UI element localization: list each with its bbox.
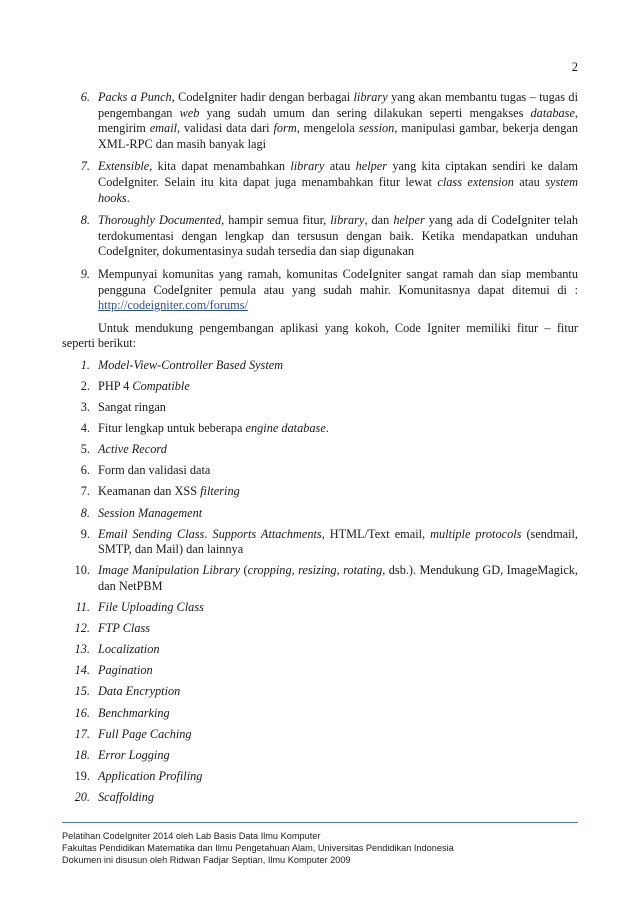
italic-term: rotating	[343, 563, 383, 578]
italic-term: Benchmarking	[98, 705, 170, 720]
list-number: 18.	[74, 747, 90, 762]
list-text	[98, 663, 578, 679]
list-number: 3.	[80, 400, 90, 415]
list-text	[98, 642, 578, 658]
feature-item	[62, 642, 578, 658]
italic-term: Application Profiling	[98, 768, 203, 783]
list-text	[98, 213, 578, 260]
list-text	[98, 769, 578, 785]
list-number: 10.	[74, 563, 90, 578]
list-number: 9.	[80, 266, 90, 281]
italic-term: File Uploading Class	[98, 600, 204, 615]
italic-term: Active Record	[98, 442, 167, 457]
list-number: 20.	[74, 789, 90, 804]
list-text	[98, 684, 578, 700]
list-number: 8.	[80, 505, 90, 520]
italic-term: web	[179, 105, 200, 120]
text-segment: , validasi data dari	[177, 121, 274, 136]
italic-term: library	[290, 159, 325, 174]
list-text	[98, 379, 578, 395]
text-segment: , hampir semua fitur,	[221, 213, 331, 228]
list-text	[98, 706, 578, 722]
text-segment: (sendmail, SMTP, dan Mail) dan lainnya	[98, 526, 579, 557]
text-segment: Fitur lengkap untuk beberapa	[98, 421, 246, 436]
list-number: 19.	[74, 768, 90, 783]
feature-item	[62, 727, 578, 743]
footer-line-2: Fakultas Pendidikan Matematika dan Ilmu Pengetahuan Alam, Universitas Pendidikan Indonesia	[62, 843, 454, 854]
list-text	[98, 563, 578, 594]
text-segment: yang kita ciptakan sendiri ke dalam CodeIgniter. Selain itu kita dapat juga menambahkan fitur lewat	[98, 159, 578, 189]
text-segment: (	[240, 563, 248, 578]
italic-term: library	[353, 90, 388, 104]
list-number: 4.	[80, 421, 90, 436]
list-number: 2.	[80, 379, 90, 393]
list-text	[98, 484, 578, 500]
list-text	[98, 748, 578, 764]
italic-term: Email Sending Class	[98, 526, 205, 541]
list-number: 7.	[80, 159, 90, 174]
list-text	[98, 600, 578, 616]
italic-term: Compatible	[132, 379, 190, 393]
text-segment: Mempunyai komunitas yang ramah, komunitas CodeIgniter sangat ramah dan siap membantu pengguna CodeIgniter pemula atau yang sudah mahir. Komunitasnya dapat ditemui di :	[98, 266, 578, 297]
italic-term: Data Encryption	[98, 684, 181, 699]
text-segment: .	[204, 526, 213, 541]
feature-item	[62, 684, 578, 700]
list-text	[98, 621, 578, 637]
forum-link[interactable]: http://codeigniter.com/forums/	[98, 298, 248, 313]
page-content	[62, 90, 578, 811]
italic-term: helper	[355, 159, 388, 174]
features-list	[62, 358, 578, 806]
text-segment: , HTML/Text email,	[321, 526, 431, 541]
footer-line-1: Pelatihan CodeIgniter 2014 oleh Lab Basis Data Ilmu Komputer	[62, 831, 321, 841]
feature-item	[62, 400, 578, 416]
advantage-item	[62, 90, 578, 152]
text-segment: yang sudah umum dan sering dilakukan seperti mengakses	[199, 105, 531, 120]
list-text	[98, 421, 578, 437]
list-text	[98, 506, 578, 522]
advantage-item	[62, 213, 578, 260]
text-segment: atau	[324, 159, 356, 174]
feature-item	[62, 527, 578, 558]
list-number: 7.	[80, 484, 90, 499]
feature-item	[62, 748, 578, 764]
list-number: 8.	[80, 213, 90, 228]
text-segment: , manipulasi gambar, bekerja dengan XML-RPC dan masih banyak lagi	[98, 121, 579, 151]
text-segment: atau	[513, 174, 546, 189]
italic-term: FTP Class	[98, 621, 151, 636]
italic-term: Packs a Punch	[98, 90, 172, 104]
list-number: 11.	[75, 600, 90, 615]
italic-term: Extensible	[98, 159, 150, 174]
list-text	[98, 463, 578, 479]
italic-term: filtering	[200, 484, 240, 499]
feature-item	[62, 358, 578, 374]
text-segment: Form dan validasi data	[98, 463, 211, 478]
list-text	[98, 159, 578, 206]
italic-term: resizing	[298, 563, 337, 578]
italic-term: database	[530, 105, 575, 120]
text-segment: Keamanan dan XSS	[98, 484, 201, 499]
text-segment: ,	[291, 563, 299, 578]
italic-term: cropping	[247, 563, 292, 578]
feature-item	[62, 663, 578, 679]
text-segment: , mengelola	[296, 121, 359, 136]
feature-item	[62, 484, 578, 500]
list-number: 16.	[74, 705, 90, 720]
list-number: 13.	[74, 642, 90, 657]
text-segment: , kita dapat menambahkan	[149, 159, 291, 174]
list-number: 6.	[80, 90, 90, 104]
italic-term: session	[358, 121, 395, 136]
italic-term: Full Page Caching	[98, 726, 192, 741]
italic-term: system hooks	[98, 174, 578, 205]
italic-term: engine database	[245, 421, 326, 436]
italic-term: class extension	[437, 174, 514, 189]
advantages-list	[62, 90, 578, 314]
advantage-item	[62, 267, 578, 314]
italic-term: Localization	[98, 642, 160, 657]
italic-term: Error Logging	[98, 747, 170, 762]
list-text	[98, 267, 578, 314]
italic-term: Supports Attachments	[212, 526, 322, 541]
list-text	[98, 400, 578, 416]
footer-divider	[62, 822, 578, 823]
italic-term: helper	[393, 213, 425, 228]
intro-paragraph: Untuk mendukung pengembangan aplikasi yang kokoh, Code Igniter memiliki fitur – fitur seperti berikut:	[62, 320, 578, 351]
italic-term: Thoroughly Documented	[98, 213, 222, 228]
list-number: 15.	[74, 684, 90, 699]
text-segment: yang akan membantu tugas – tugas di pengembangan	[98, 90, 578, 120]
footer-line-3: Dokumen ini disusun oleh Ridwan Fadjar Septian, Ilmu Komputer 2009	[62, 855, 351, 866]
list-text	[98, 358, 578, 374]
text-segment: , dan	[364, 213, 394, 228]
feature-item	[62, 769, 578, 785]
list-number: 9.	[80, 526, 90, 541]
advantage-item	[62, 159, 578, 206]
italic-term: multiple protocols	[430, 526, 522, 541]
list-number: 14.	[74, 663, 90, 678]
list-text	[98, 727, 578, 743]
list-number: 1.	[80, 357, 90, 372]
text-segment: .	[126, 190, 130, 205]
feature-item	[62, 563, 578, 594]
list-text	[98, 527, 578, 558]
feature-item	[62, 706, 578, 722]
feature-item	[62, 442, 578, 458]
italic-term: library	[330, 213, 365, 228]
text-segment: , CodeIgniter hadir dengan berbagai	[171, 90, 354, 104]
feature-item	[62, 790, 578, 806]
italic-term: Image Manipulation Library	[98, 563, 241, 578]
list-number: 5.	[80, 442, 90, 457]
feature-item	[62, 463, 578, 479]
text-segment: PHP 4	[98, 379, 133, 393]
list-number: 17.	[74, 726, 90, 741]
text-segment: .	[325, 421, 329, 436]
page-footer	[62, 830, 582, 867]
italic-term: form	[273, 121, 297, 136]
text-segment: yang ada di CodeIgniter telah terdokumentasi dengan lengkap dan tersusun dengan baik. Ketika mendapatkan unduhan CodeIgniter, dokumentasinya sudah tersedia dan siap digunakan	[98, 213, 578, 259]
italic-term: email	[149, 121, 178, 136]
text-segment: Sangat ringan	[98, 400, 166, 415]
text-segment: ,	[336, 563, 344, 578]
list-text	[98, 442, 578, 458]
italic-term: Pagination	[98, 663, 153, 678]
feature-item	[62, 379, 578, 395]
italic-term: Model-View-Controller Based System	[98, 357, 284, 372]
page-number: 2	[571, 60, 578, 74]
list-number: 6.	[80, 463, 90, 478]
feature-item	[62, 421, 578, 437]
text-segment: , dsb.). Mendukung GD, ImageMagick, dan NetPBM	[98, 563, 578, 593]
italic-term: Session Management	[98, 505, 203, 520]
feature-item	[62, 600, 578, 616]
feature-item	[62, 506, 578, 522]
list-text	[98, 790, 578, 806]
italic-term: Scaffolding	[98, 789, 155, 804]
feature-item	[62, 621, 578, 637]
list-number: 12.	[74, 621, 90, 636]
text-segment: , mengirim	[98, 105, 578, 136]
list-text	[98, 90, 578, 152]
